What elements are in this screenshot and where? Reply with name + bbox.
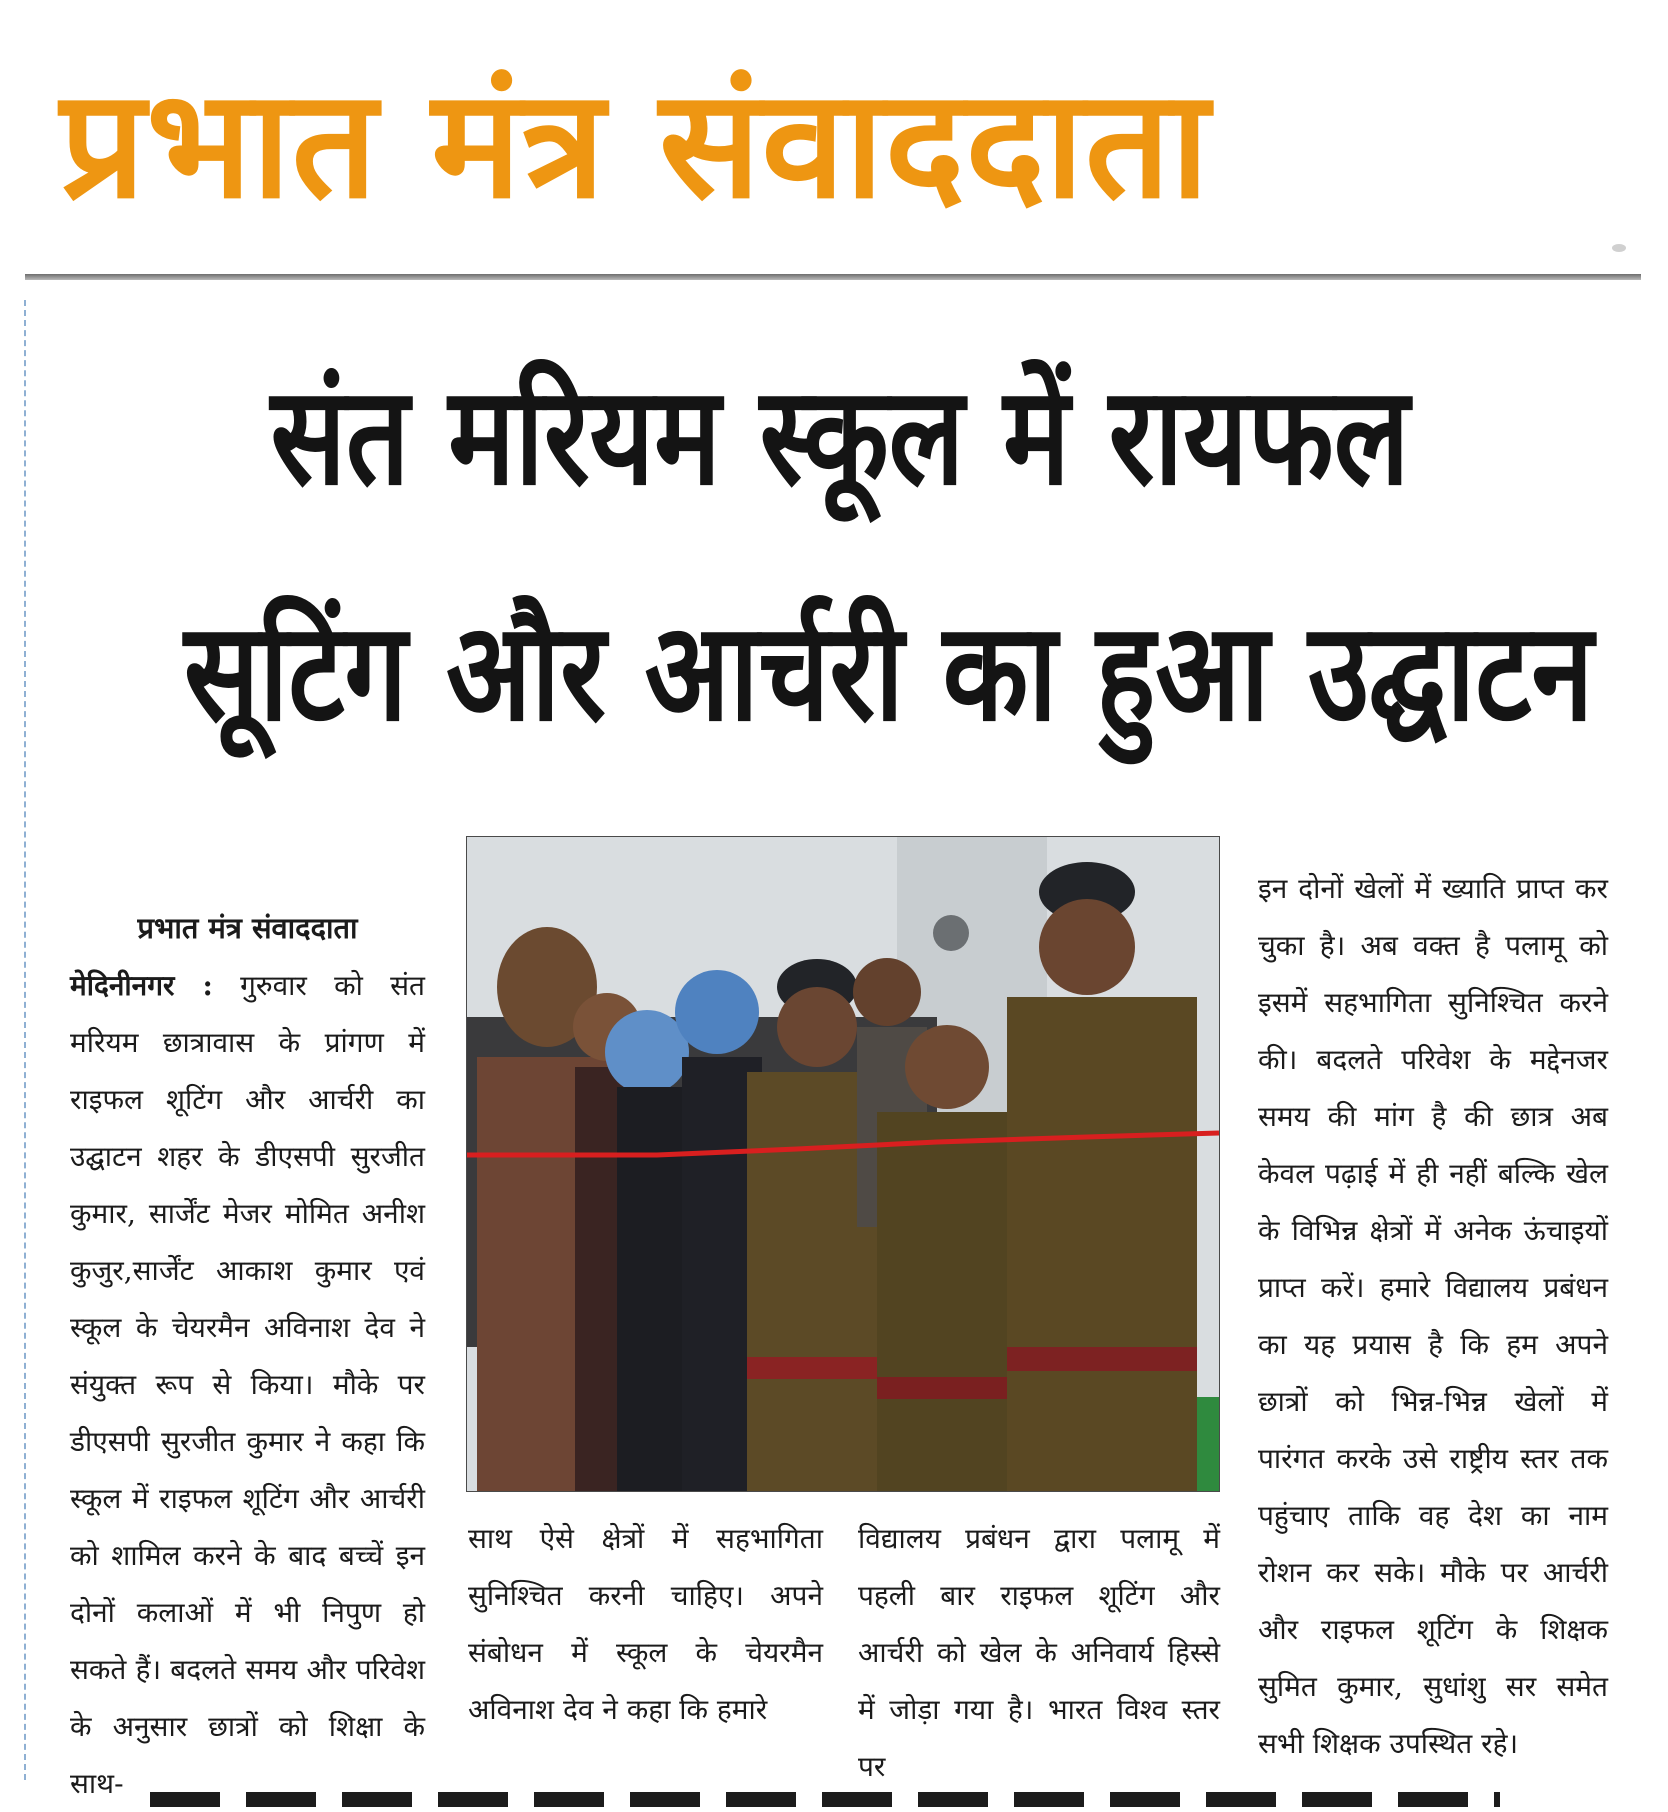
article-column-4: [1258, 860, 1608, 1772]
article-text-col4: इन दोनों खेलों में ख्याति प्राप्त कर चुका है। अब वक्त है पलामू को इसमें सहभागिता सुनिश्चित करने की। बदलते परिवेश के मद्देनजर समय की मांग है की छात्र अब केवल पढ़ाई में ही नहीं बल्कि खेल के विभिन्न क्षेत्रों में अनेक ऊंचाइयों प्राप्त करें। हमारे विद्यालय प्रबंधन का यह प्रयास है कि हम अपने छात्रों को भिन्न-भिन्न खेलों में पारंगत करके उसे राष्ट्रीय स्तर तक पहुंचाए ताकि वह देश का नाम रोशन कर सके। मौके पर आर्चरी और राइफल शूटिंग के शिक्षक सुमित कुमार, सुधांशु सर समेत सभी शिक्षक उपस्थित रहे।: [1258, 872, 1608, 1760]
column-border: [24, 300, 26, 1780]
photo-person-students: [573, 970, 762, 1491]
article-text-col1: गुरुवार को संत मरियम छात्रावास के प्रांगण में राइफल शूटिंग और आर्चरी का उद्घाटन शहर के डीएसपी सुरजीत कुमार, सार्जेंट मेजर मोमित अनीश कुजुर,सार्जेंट आकाश कुमार एवं स्कूल के चेयरमैन अविनाश देव ने संयुक्त रूप से किया। मौके पर डीएसपी सुरजीत कुमार ने कहा कि स्कूल में राइफल शूटिंग और आर्चरी को शामिल करने के बाद बच्चें इन दोनों कलाओं में भी निपुण हो सकते हैं। बदलते समय और परिवेश के अनुसार छात्रों को शिक्षा के साथ-: [70, 969, 425, 1800]
masthead-title: प्रभात मंत्र संवाददाता: [60, 58, 1211, 232]
article-dateline: मेदिनीनगर :: [70, 969, 213, 1002]
article-column-1: [70, 900, 425, 1812]
rule-ornament: [1612, 244, 1626, 252]
headline-line-1: संत मरियम स्कूल में रायफल: [270, 358, 1410, 516]
headline-line-2: सूटिंग और आर्चरी का हुआ उद्घाटन: [184, 594, 1594, 752]
article-column-2: [468, 1510, 823, 1738]
article-byline: प्रभात मंत्र संवाददाता: [137, 911, 358, 945]
next-headline-fragment: [150, 1792, 1500, 1807]
article-column-3: [858, 1510, 1220, 1795]
article-text-col3: विद्यालय प्रबंधन द्वारा पलामू में पहली बार राइफल शूटिंग और आर्चरी को खेल के अनिवार्य हिस्से में जोड़ा गया है। भारत विश्व स्तर पर: [858, 1522, 1220, 1783]
article-text-col2: साथ ऐसे क्षेत्रों में सहभागिता सुनिश्चित करनी चाहिए। अपने संबोधन में स्कूल के चेयरमैन अविनाश देव ने कहा कि हमारे: [468, 1522, 823, 1726]
article-photo: [466, 836, 1220, 1492]
masthead-rule: [25, 274, 1641, 280]
